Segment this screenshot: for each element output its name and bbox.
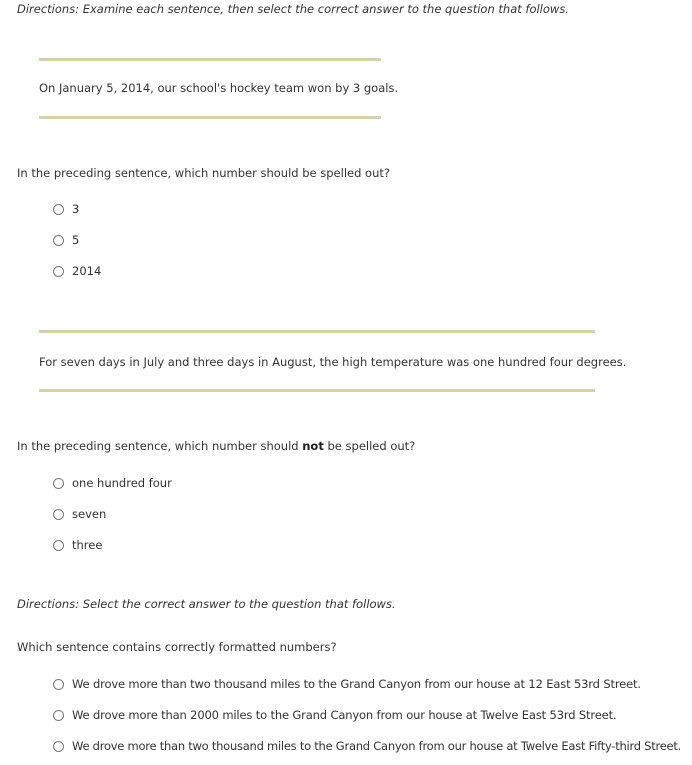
passage-top-rule — [39, 330, 595, 333]
question-2-text-start: In the preceding sentence, which number should — [17, 439, 303, 453]
radio-button[interactable] — [53, 266, 64, 277]
question-2-emphasis: not — [302, 439, 324, 453]
directions-text: Directions: Select the correct answer to the question that follows. — [17, 597, 396, 611]
radio-button[interactable] — [53, 679, 64, 690]
passage-sentence-1: On January 5, 2014, our school's hockey team won by 3 goals. — [39, 81, 399, 95]
option-label: 2014 — [72, 264, 102, 278]
q2-option-seven[interactable] — [53, 507, 106, 521]
radio-button[interactable] — [53, 509, 64, 520]
q3-option-a[interactable] — [53, 677, 641, 691]
passage-bottom-rule — [39, 116, 381, 119]
passage-sentence-2: For seven days in July and three days in August, the high temperature was one hundred four degrees. — [39, 355, 627, 369]
q1-option-3[interactable] — [53, 202, 79, 216]
radio-button[interactable] — [53, 204, 64, 215]
radio-button[interactable] — [53, 710, 64, 721]
question-3-prompt: Which sentence contains correctly formatted numbers? — [17, 640, 337, 654]
option-label: We drove more than 2000 miles to the Grand Canyon from our house at Twelve East 53rd Street. — [72, 708, 617, 722]
option-label: We drove more than two thousand miles to the Grand Canyon from our house at Twelve East Fifty-third Street. — [72, 739, 682, 753]
directions-text: Directions: Examine each sentence, then select the correct answer to the question that follows. — [17, 2, 569, 16]
q3-option-b[interactable] — [53, 708, 616, 722]
q2-option-one-hundred-four[interactable] — [53, 476, 172, 490]
q1-option-2014[interactable] — [53, 264, 101, 278]
option-label: 3 — [72, 202, 80, 216]
option-label: three — [72, 538, 103, 552]
passage-bottom-rule — [39, 389, 595, 392]
q3-option-c[interactable] — [53, 739, 681, 753]
question-1-prompt: In the preceding sentence, which number should be spelled out? — [17, 166, 390, 180]
option-label: seven — [72, 507, 107, 521]
radio-button[interactable] — [53, 741, 64, 752]
question-2-text-end: be spelled out? — [323, 439, 416, 453]
radio-button[interactable] — [53, 478, 64, 489]
passage-top-rule — [39, 58, 381, 61]
q1-option-5[interactable] — [53, 233, 79, 247]
option-label: 5 — [72, 233, 80, 247]
option-label: We drove more than two thousand miles to the Grand Canyon from our house at 12 East 53rd Street. — [72, 677, 641, 691]
option-label: one hundred four — [72, 476, 172, 490]
radio-button[interactable] — [53, 540, 64, 551]
question-2-prompt — [17, 439, 415, 453]
q2-option-three[interactable] — [53, 538, 102, 552]
radio-button[interactable] — [53, 235, 64, 246]
